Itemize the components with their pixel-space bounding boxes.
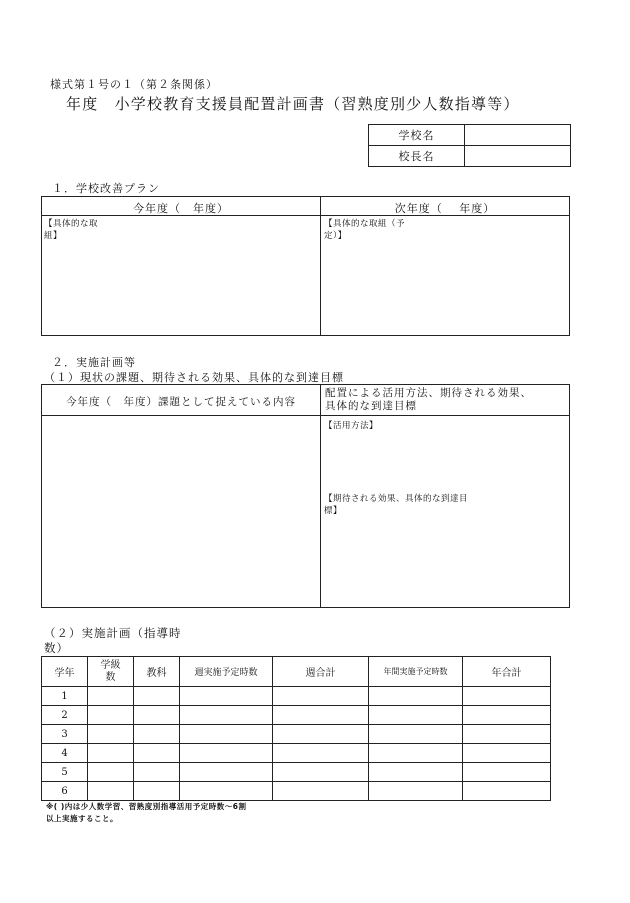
section2-sub1-heading: （１）現状の課題、期待される効果、具体的な到達目標: [44, 371, 344, 384]
effect-note: 【期待される効果、具体的な到達目 標】: [324, 494, 469, 516]
grade-cell: 1: [42, 687, 88, 706]
issues-effects-box: [41, 384, 570, 608]
placement-effects-header: 配置による活用方法、期待される効果、 具体的な到達目標: [325, 387, 532, 412]
next-year-header: 次年度（ 年度）: [394, 202, 496, 215]
section1-heading: １．学校改善プラン: [52, 182, 160, 195]
grade-cell: 5: [42, 763, 88, 782]
page-title: 年度 小学校教育支援員配置計画書（習熟度別少人数指導等）: [66, 95, 520, 113]
grade-cell: 6: [42, 782, 88, 801]
implementation-plan-table: [41, 656, 551, 801]
school-name-value[interactable]: [465, 125, 571, 146]
current-issues-header: 今年度（ 年度）課題として捉えている内容: [66, 396, 296, 408]
header-class-count: 学級 数: [88, 657, 134, 687]
next-year-note: 【具体的な取組（予 定）】: [324, 219, 406, 241]
improvement-plan-box: [41, 196, 570, 336]
header-weekly-hours: 週実施予定時数: [180, 657, 273, 687]
grade-cell: 4: [42, 744, 88, 763]
form-label: 様式第１号の１（第２条関係）: [50, 78, 218, 91]
header-annual-hours: 年間実施予定時数: [369, 657, 463, 687]
school-info-table: [368, 124, 571, 167]
header-annual-total: 年合計: [463, 657, 551, 687]
method-note: 【活用方法】: [324, 421, 379, 431]
grade-cell: 2: [42, 706, 88, 725]
school-name-label: 学校名: [369, 125, 465, 146]
grade-cell: 3: [42, 725, 88, 744]
section2-heading: ２．実施計画等: [52, 356, 136, 369]
header-grade: 学年: [42, 657, 88, 687]
current-year-header: 今年度（ 年度）: [133, 202, 229, 215]
principal-name-value[interactable]: [465, 146, 571, 167]
section2-sub2-heading: （２）実施計画（指導時 数）: [44, 626, 182, 655]
footnote: ※( )内は少人数学習、習熟度別指導活用予定時数～6割 以上実施すること。: [46, 802, 247, 823]
header-subject: 教科: [134, 657, 180, 687]
current-year-note: 【具体的な取 組】: [44, 219, 99, 241]
principal-name-label: 校長名: [369, 146, 465, 167]
header-weekly-total: 週合計: [273, 657, 369, 687]
